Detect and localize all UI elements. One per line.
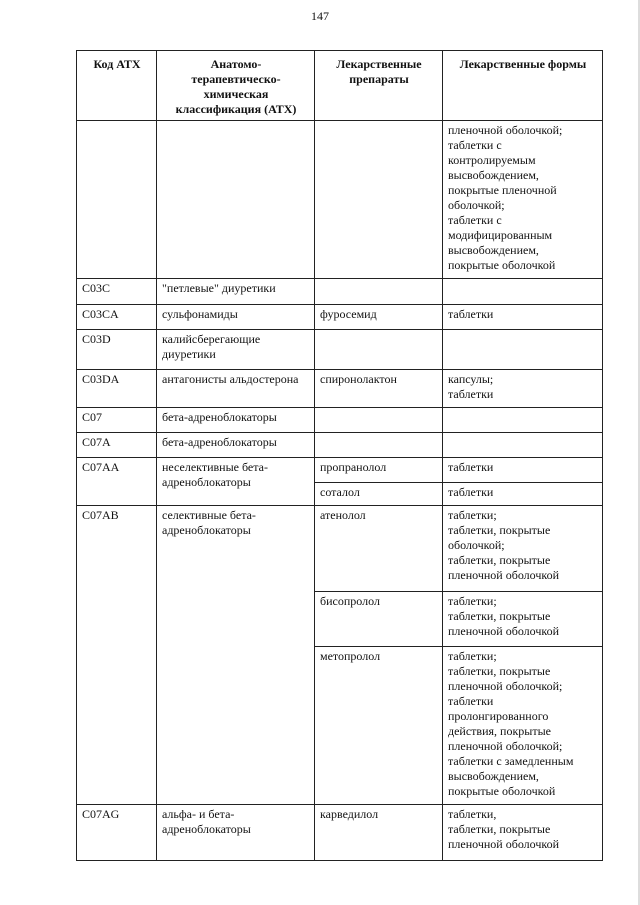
cell-code: C03DA (77, 370, 157, 408)
cell-form: пленочной оболочкой; таблетки с контролируемым высвобождением, покрытые пленочной оболочкой; таблетки с модифицированным высвобождением, покрытые оболочкой (443, 121, 603, 279)
cell-form: таблетки; таблетки, покрытые пленочной оболочкой; таблетки пролонгированного действия, покрытые пленочной оболочкой; таблетки с замедленным высвобождением, покрытые оболочкой (443, 647, 603, 805)
cell-drug: пропранолол (315, 458, 443, 483)
cell-class: "петлевые" диуретики (157, 279, 315, 305)
table-header-row (77, 51, 603, 121)
cell-form (443, 408, 603, 433)
cell-drug: спиронолактон (315, 370, 443, 408)
cell-drug (315, 279, 443, 305)
table-row (77, 121, 603, 279)
cell-drug: соталол (315, 483, 443, 506)
table-row (77, 458, 603, 483)
cell-drug: карведилол (315, 805, 443, 861)
cell-form: таблетки; таблетки, покрытые оболочкой; таблетки, покрытые пленочной оболочкой (443, 506, 603, 592)
cell-form: капсулы; таблетки (443, 370, 603, 408)
cell-form: таблетки (443, 305, 603, 330)
cell-drug: фуросемид (315, 305, 443, 330)
table-row (77, 370, 603, 408)
cell-class: селективные бета- адреноблокаторы (157, 506, 315, 805)
cell-code: C03D (77, 330, 157, 370)
atx-table (76, 50, 603, 861)
page-number: 147 (311, 9, 329, 23)
table-row (77, 305, 603, 330)
cell-drug (315, 433, 443, 458)
header-classification: Анатомо- терапевтическо- химическая классификация (АТХ) (157, 51, 315, 121)
cell-code: C07AG (77, 805, 157, 861)
cell-class: антагонисты альдостерона (157, 370, 315, 408)
cell-class: бета-адреноблокаторы (157, 433, 315, 458)
table-row (77, 330, 603, 370)
cell-drug: атенолол (315, 506, 443, 592)
cell-class: калийсберегающие диуретики (157, 330, 315, 370)
cell-code: C03C (77, 279, 157, 305)
cell-form: таблетки (443, 483, 603, 506)
header-code: Код АТХ (77, 51, 157, 121)
cell-drug (315, 330, 443, 370)
table-row (77, 279, 603, 305)
cell-class: неселективные бета- адреноблокаторы (157, 458, 315, 506)
cell-class: бета-адреноблокаторы (157, 408, 315, 433)
cell-drug (315, 408, 443, 433)
cell-code: C03CA (77, 305, 157, 330)
cell-code: C07 (77, 408, 157, 433)
cell-drug: бисопролол (315, 592, 443, 647)
table-row (77, 408, 603, 433)
cell-code: C07A (77, 433, 157, 458)
cell-form: таблетки, таблетки, покрытые пленочной оболочкой (443, 805, 603, 861)
table-row (77, 433, 603, 458)
cell-class: сульфонамиды (157, 305, 315, 330)
cell-drug: метопролол (315, 647, 443, 805)
cell-form (443, 433, 603, 458)
cell-code (77, 121, 157, 279)
table-row (77, 805, 603, 861)
cell-form (443, 330, 603, 370)
cell-class: альфа- и бета- адреноблокаторы (157, 805, 315, 861)
cell-class (157, 121, 315, 279)
cell-code: C07AA (77, 458, 157, 506)
table-row (77, 506, 603, 592)
cell-drug (315, 121, 443, 279)
header-drugs: Лекарственные препараты (315, 51, 443, 121)
cell-code: C07AB (77, 506, 157, 805)
cell-form (443, 279, 603, 305)
cell-form: таблетки; таблетки, покрытые пленочной оболочкой (443, 592, 603, 647)
header-forms: Лекарственные формы (443, 51, 603, 121)
cell-form: таблетки (443, 458, 603, 483)
